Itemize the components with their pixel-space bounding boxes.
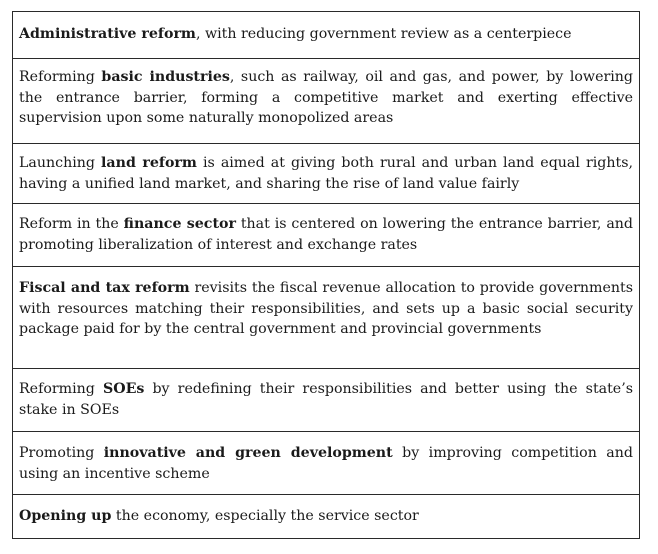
row-text: Launching land reform is aimed at giving both rural and urban land equal rights, having a unified land market, and sharing the rise of land value fairly — [19, 155, 633, 192]
row-keyword: innovative and green development — [103, 445, 393, 461]
row-keyword: SOEs — [102, 381, 145, 397]
row-keyword: land reform — [101, 155, 197, 171]
row-text: Promoting innovative and green development by improving competition and using an incentive scheme — [19, 445, 633, 482]
table-row — [13, 267, 639, 369]
row-text: Opening up the economy, especially the service sector — [19, 508, 419, 524]
table-row — [13, 369, 639, 432]
table-row — [13, 204, 639, 267]
row-keyword: finance sector — [123, 216, 236, 232]
reform-table — [12, 11, 640, 539]
row-text: Fiscal and tax reform revisits the fiscal revenue allocation to provide governments with resources matching their responsibilities, and sets up a basic social security package paid for by the central government and provincial governments — [19, 280, 633, 337]
row-text: Reforming SOEs by redefining their responsibilities and better using the state’s stake in SOEs — [19, 381, 633, 418]
table-row — [13, 12, 639, 59]
table-row — [13, 432, 639, 495]
table-row — [13, 59, 639, 144]
row-text: Reform in the finance sector that is centered on lowering the entrance barrier, and promoting liberalization of interest and exchange rates — [19, 216, 634, 253]
row-keyword: Fiscal and tax reform — [19, 280, 190, 296]
row-text: Reforming basic industries, such as railway, oil and gas, and power, by lowering the entrance barrier, forming a competitive market and exerting effective supervision upon some naturally monopolized areas — [19, 69, 634, 126]
table-row — [13, 144, 639, 204]
row-text: Administrative reform, with reducing government review as a centerpiece — [19, 26, 572, 42]
row-keyword: basic industries — [101, 69, 230, 85]
row-keyword: Opening up — [19, 508, 112, 524]
table-row — [13, 495, 639, 538]
row-keyword: Administrative reform — [19, 26, 196, 42]
